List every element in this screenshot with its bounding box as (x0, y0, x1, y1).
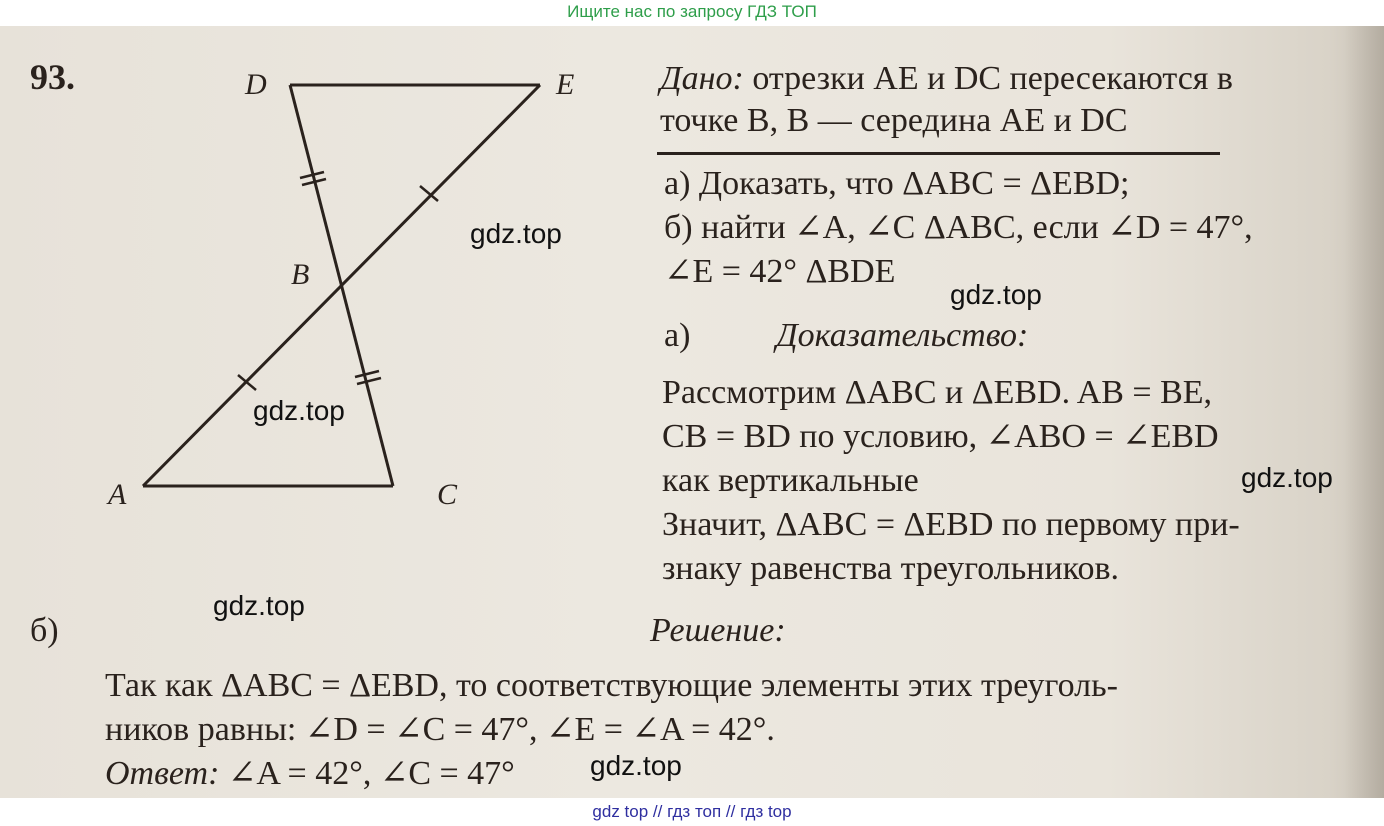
proof-line-4: Значит, ΔABC = ΔEBD по первому при- (662, 506, 1240, 543)
given-line-2: точке B, B — середина AE и DC (660, 102, 1128, 139)
solution-line-2: ников равны: ∠D = ∠C = 47°, ∠E = ∠A = 42°. (105, 711, 775, 748)
answer-prefix: Ответ: (105, 755, 220, 792)
proof-line-2: CB = BD по условию, ∠ABO = ∠EBD (662, 418, 1219, 455)
top-banner: Ищите нас по запросу ГДЗ ТОП (567, 2, 817, 21)
point-label-A: A (108, 478, 127, 511)
proof-line-1: Рассмотрим ΔABC и ΔEBD. AB = BE, (662, 374, 1213, 411)
answer-line (105, 752, 515, 795)
solution-heading: Решение: (650, 612, 786, 649)
given-divider (657, 152, 1220, 155)
proof-heading: Доказательство: (776, 317, 1029, 354)
proof-line-3: как вертикальные (662, 462, 919, 499)
proof-line-5: знаку равенства треугольников. (662, 550, 1120, 587)
point-label-D: D (245, 68, 267, 101)
watermark: gdz.top (253, 395, 345, 426)
point-label-E: E (556, 68, 575, 101)
solution-line-1: Так как ΔABC = ΔEBD, то соответствующие элементы этих треуголь- (105, 667, 1118, 704)
point-label-C: C (437, 478, 458, 511)
solution-marker: б) (30, 612, 59, 649)
given-line-1 (660, 57, 1233, 100)
task-b-line-2: ∠E = 42° ΔBDE (664, 253, 896, 290)
watermark: gdz.top (213, 590, 305, 621)
problem-number: 93. (30, 57, 75, 97)
task-b-line-1: б) найти ∠A, ∠C ΔABC, если ∠D = 47°, (664, 209, 1253, 246)
point-label-B: B (291, 258, 310, 291)
tick-marks-BC (355, 371, 381, 384)
given-prefix: Дано: (660, 60, 744, 97)
task-a: а) Доказать, что ΔABC = ΔEBD; (664, 165, 1130, 202)
footer-links[interactable]: gdz top // гдз топ // гдз top (592, 802, 792, 821)
watermark: gdz.top (470, 218, 562, 249)
proof-marker: а) (664, 317, 691, 354)
watermark: gdz.top (590, 750, 682, 781)
given-line-1-text: отрезки AE и DC пересекаются в (743, 60, 1233, 97)
watermark: gdz.top (1241, 462, 1333, 493)
answer-text: ∠A = 42°, ∠C = 47° (219, 755, 515, 792)
watermark: gdz.top (950, 279, 1042, 310)
textbook-page (0, 26, 1384, 798)
